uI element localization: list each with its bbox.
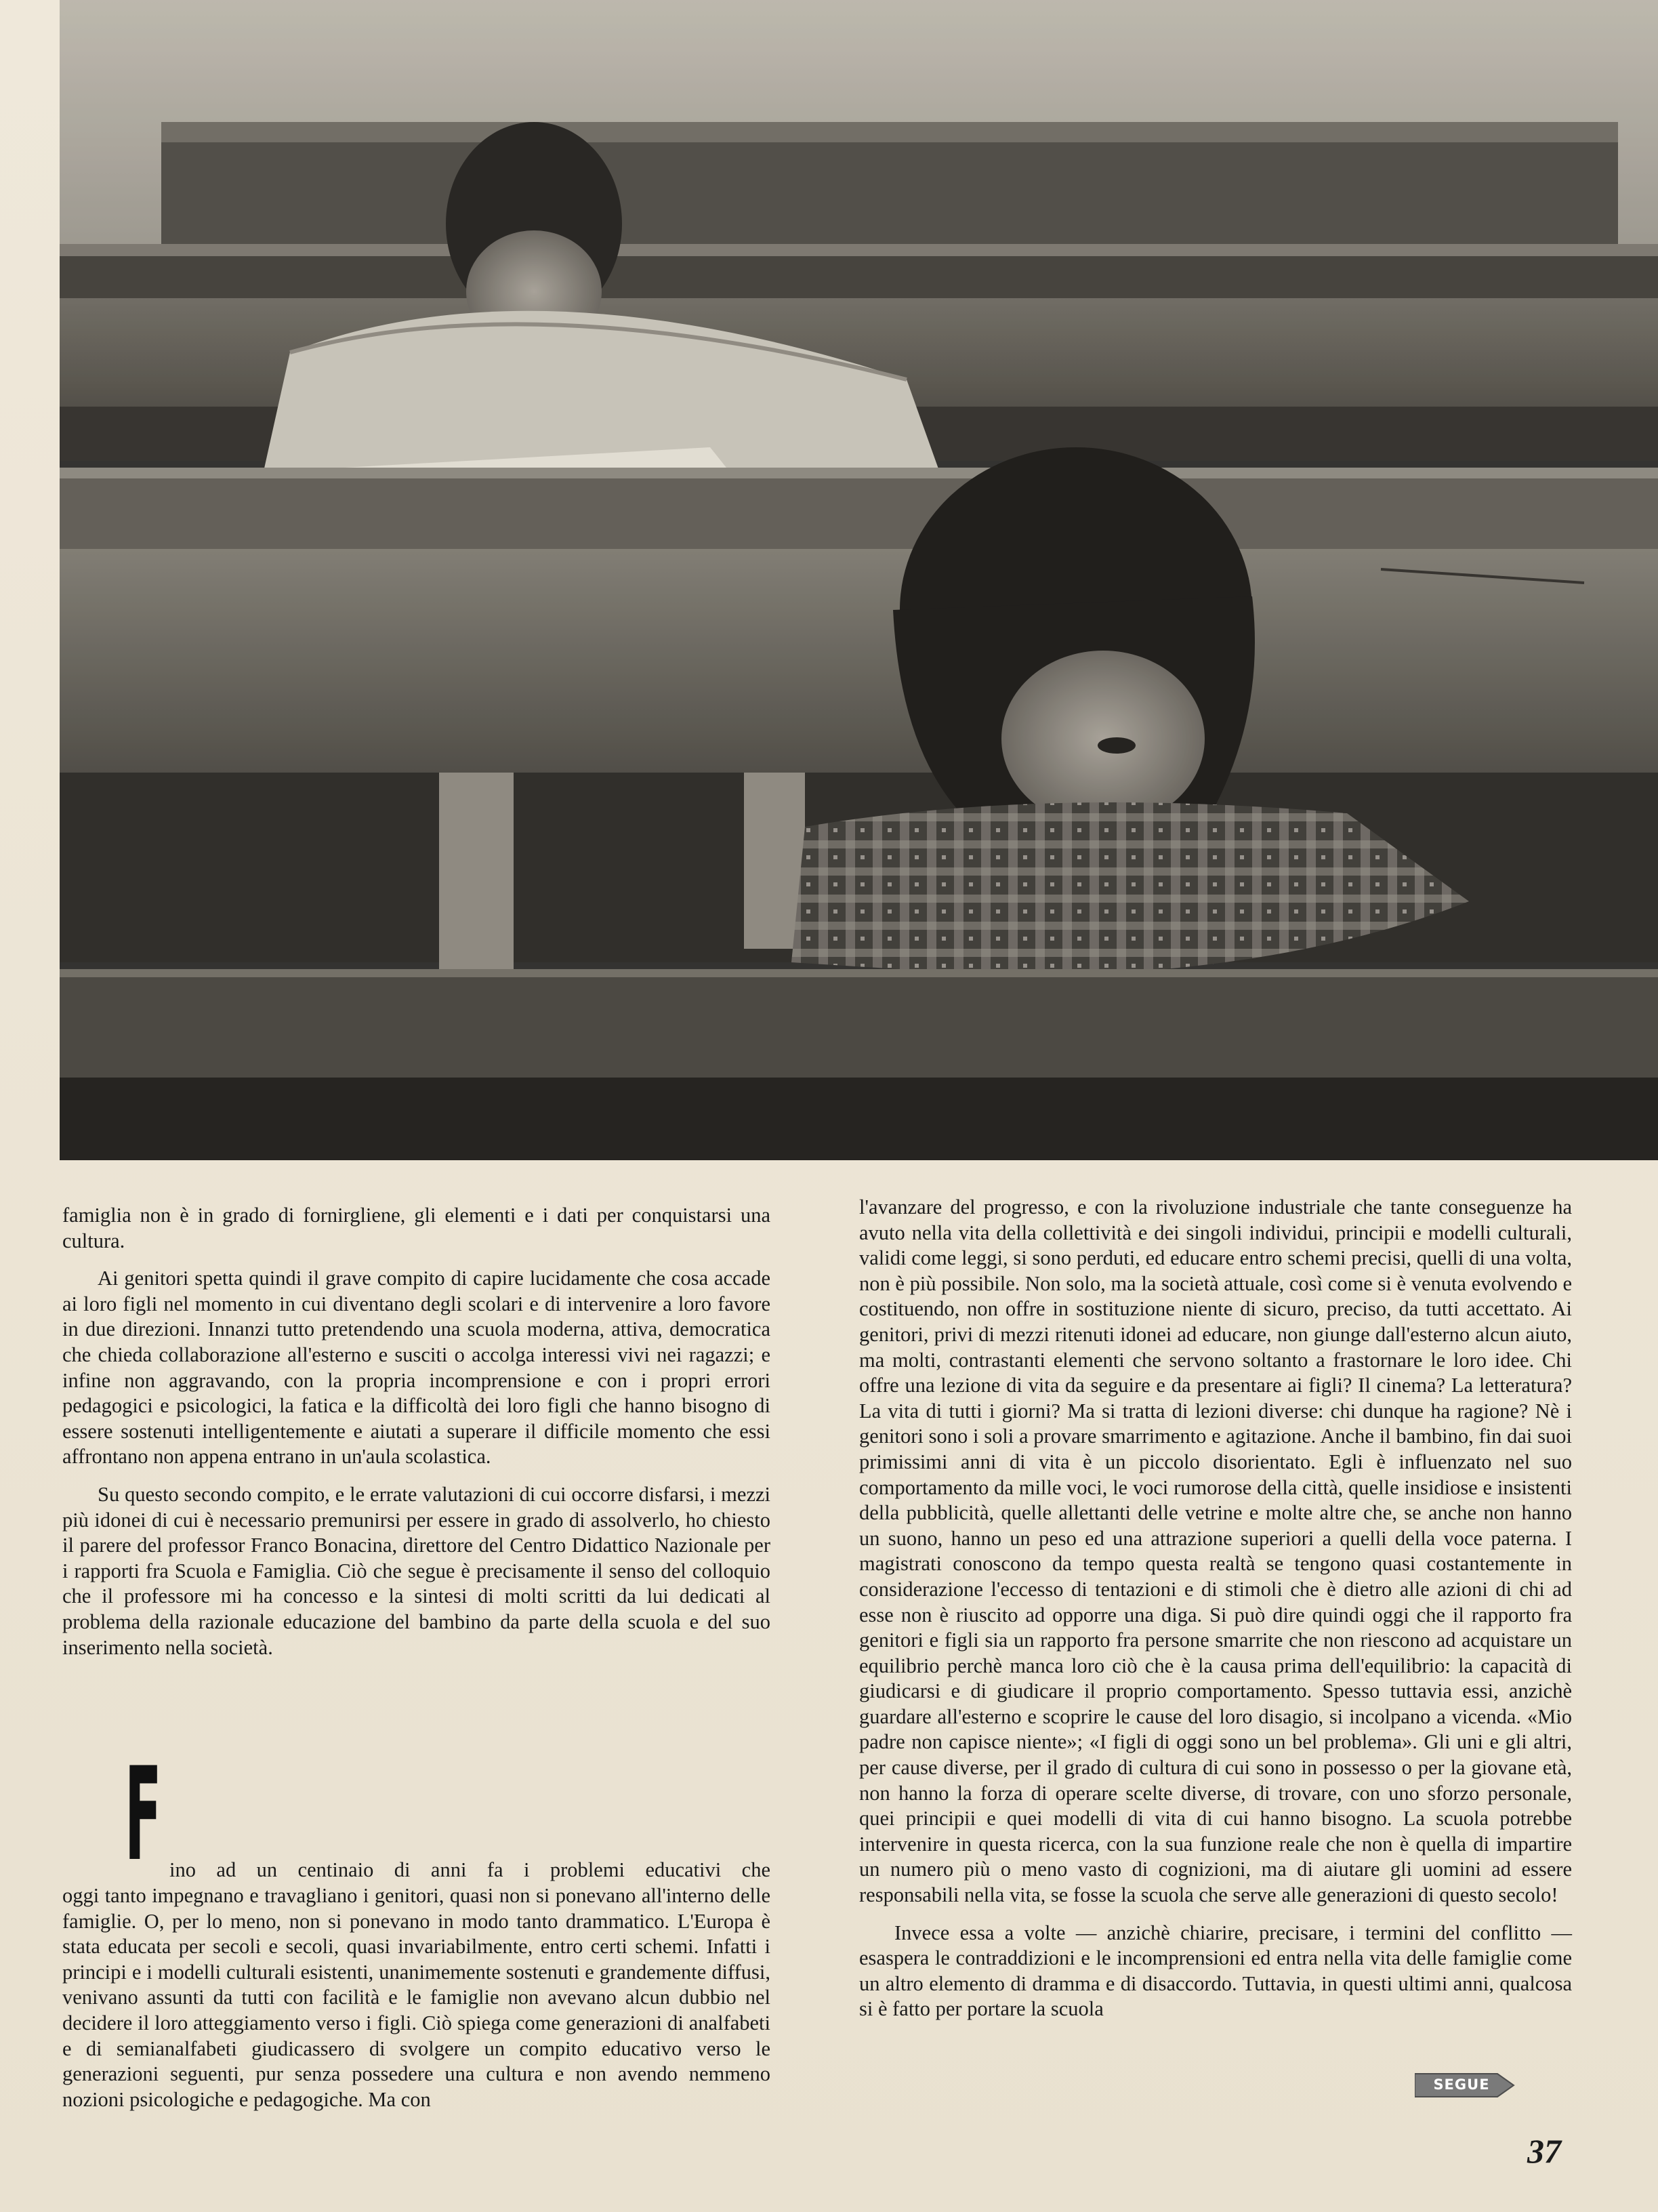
classroom-photo-illustration <box>60 0 1658 1160</box>
paragraph-school-conflict: Invece essa a volte — anzichè chiarire, precisare, i termini del conflitto — esaspera le contraddizioni e le incomprensioni ed entra nella vita delle famiglie come un altro elemento di dramma e di disaccordo. Tuttavia, in questi ultimi anni, qualcosa si è fatto per portare la scuola <box>859 1921 1572 2021</box>
paragraph-continued: famiglia non è in grado di fornirgliene, gli elementi e i dati per conquistarsi una cultura. <box>62 1204 770 1252</box>
paragraph-progress-society: l'avanzare del progresso, e con la rivoluzione industriale che tante conseguenze ha avuto nella vita della collettività e dei singoli individui, principii e modelli culturali, validi come leggi, si sono perduti, ed educare entro schemi precisi, quelli di una volta, non è più possibile. Non solo, ma la società attuale, così come si è venuta evolvendo e costituendo, non offre in sostituzione niente di sicuro, preciso, da tutti accettato. Ai genitori, privi di mezzi ritenuti idonei ad educare, non giunge dall'esterno alcun aiuto, ma molti, contrastanti elementi che servono soltanto a frastornare le loro idee. Chi offre una lezione di vita da seguire e da presentare ai figli? Il cinema? La letteratura? La vita di tutti i giorni? Ma si tratta di lezioni diverse: chi dunque ha ragione? Nè i genitori sono i soli a provare smarrimento e agitazione. Anche il bambino, fin dai suoi primissimi anni di vita è un piccolo disorientato. Egli è influenzato nel suo comportamento da mille voci, le voci rumorose della città, quelle insidiose e insistenti della pubblicità, quelle allettanti delle vetrine e molte altre che, se anche non hanno un suono, hanno un peso ed una attrazione superiori a quelli della voce paterna. I magistrati conoscono da tempo questa realtà se tengono quasi costantemente in considerazione l'eccesso di tentazioni e di stimoli che è dietro alle azioni di chi ad esse non è riuscito ad opporre una diga. Si può dire quindi oggi che il rapporto fra genitori e figli sia un rapporto fra persone smarrite che non riescono ad acquistare un equilibrio perchè manca loro ciò che è la causa prima dell'equilibrio: la capacità di giudicarsi e di giudicare il proprio comportamento. Spesso tuttavia essi, anzichè guardare all'esterno e scoprire le cause del loro disagio, si incolpano a vicenda. «Mio padre non capisce niente»; «I figli di oggi sono un bel problema». Gli uni e gli altri, per cause diverse, per il grado di cultura di cui sono in possesso o per la giovane età, non hanno la forza di operare scelte diverse, di trovare, con uno sforzo personale, quei principii e quei modelli di vita di cui hanno bisogno. La scuola potrebbe intervenire in questa ricerca, con la sua funzione reale che non è quella di impartire un numero più o meno vasto di cognizioni, ma di aiutare gli uomini ad essere responsabili nella vita, se fosse la scuola che serve alle generazioni di questo secolo! <box>859 1195 1572 1907</box>
continue-label: SEGUE <box>1433 2076 1490 2093</box>
paragraph-parents-task: Ai genitori spetta quindi il grave compito di capire lucidamente che cosa accade ai loro figli nel momento in cui diventano degli scolari e di intervenire a loro favore in due direzioni. Innanzi tutto pretendendo una scuola moderna, attiva, democratica che chieda collaborazione all'esterno e susciti o accolga interessi vivi nei ragazzi; e infine non aggravando, con la propria incomprensione e con i propri errori pedagogici e psicologici, la fatica e la difficoltà dei loro figli che hanno bisogno di essere sostenuti intelligentemente e aiutati a superare il difficile momento che essi affrontano non appena entrano in un'aula scolastica. <box>62 1267 770 1469</box>
continue-badge[interactable] <box>1415 2071 1515 2100</box>
right-column <box>859 1195 1572 2022</box>
drop-cap-letter: F <box>125 1740 162 1889</box>
classroom-photo <box>60 0 1658 1160</box>
drop-cap-first-line: ino ad un centinaio di anni fa i problemi educativi che <box>169 1858 770 1881</box>
left-column <box>62 1203 770 1660</box>
paragraph-bonacina-interview: Su questo secondo compito, e le errate valutazioni di cui occorre disfarsi, i mezzi più idonei di cui è necessario premunirsi per essere in grado di assolverlo, ho chiesto il parere del professor Franco Bonacina, direttore del Centro Didattico Nazionale per i rapporti fra Scuola e Famiglia. Ciò che segue è precisamente il senso del colloquio che il professore mi ha concesso e la sintesi di molti scritti da lui dedicati al problema della razionale educazione del bambino da parte della scuola e del suo inserimento nella società. <box>62 1482 770 1659</box>
page-number: 37 <box>1527 2132 1561 2170</box>
paragraph-history-education: oggi tanto impegnano e travagliano i genitori, quasi non si ponevano all'interno delle famiglie. O, per lo meno, non si ponevano in modo tanto drammatico. L'Europa è stata educata per secoli e secoli, quasi invariabilmente, entro certi schemi. Infatti i principi e i modelli culturali esistenti, unanimemente sostenuti e grandemente diffusi, venivano assunti da tutti con facilità e le famiglie non avevano alcun dubbio nel decidere il loro atteggiamento verso i figli. Ciò spiega come generazioni di analfabeti e di semianalfabeti giudicassero di svolgere un compito educativo verso le generazioni seguenti, pur senza possedere una cultura e non avendo nemmeno nozioni psicologiche e pedagogiche. Ma con <box>62 1884 770 2111</box>
